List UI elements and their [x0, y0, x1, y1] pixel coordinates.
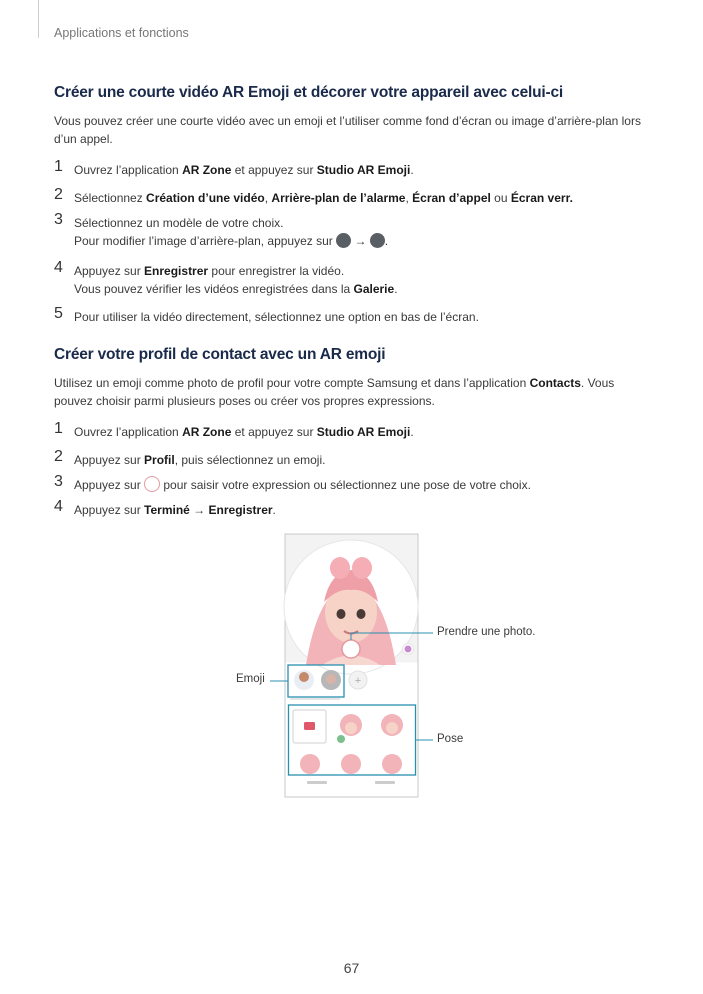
pose-thumb — [333, 749, 369, 774]
step-number: 3 — [54, 473, 63, 490]
done-button — [375, 781, 395, 784]
pose-thumb — [374, 749, 410, 774]
step-4: 4 Appuyez sur Terminé → Enregistrer. — [54, 498, 276, 517]
step-1: 1 Ouvrez l’application AR Zone et appuyez sur Studio AR Emoji. — [54, 158, 414, 177]
callout-pose-label: Pose — [437, 733, 464, 745]
margin-rule — [38, 0, 39, 38]
callout-emoji-label: Emoji — [236, 673, 265, 685]
step-number: 2 — [54, 448, 63, 465]
step-number: 4 — [54, 498, 63, 515]
page-number: 67 — [343, 960, 360, 976]
section-intro-ar-video: Vous pouvez créer une courte vidéo avec un emoji et l’utiliser comme fond d’écran ou image d’arrière-plan lors d’un appel. — [54, 114, 641, 146]
profile-figure — [0, 530, 703, 810]
color-swatch — [405, 646, 412, 653]
step-4: 4 Appuyez sur Enregistrer pour enregistrer la vidéo. Vous pouvez vérifier les vidéos enregistrées dans la Galerie. — [54, 259, 398, 296]
step-2: 2 Appuyez sur Profil, puis sélectionnez un emoji. — [54, 448, 326, 467]
step-number: 2 — [54, 186, 63, 203]
step-number: 5 — [54, 305, 63, 322]
edit-background-icon — [336, 233, 351, 248]
section-title-ar-video: Créer une courte vidéo AR Emoji et décorer votre appareil avec celui-ci — [54, 84, 563, 101]
step-5: 5 Pour utiliser la vidéo directement, sélectionnez une option en bas de l’écran. — [54, 305, 479, 324]
section-title-contact-profile: Créer votre profil de contact avec un AR emoji — [54, 346, 386, 363]
step-number: 1 — [54, 420, 63, 437]
step-3: 3 Appuyez sur pour saisir votre expression ou sélectionnez une pose de votre choix. — [54, 473, 531, 492]
step-3: 3 Sélectionnez un modèle de votre choix. Pour modifier l’image d’arrière-plan, appuyez sur → . — [54, 211, 389, 248]
cancel-button — [307, 781, 327, 784]
callout-photo-label: Prendre une photo. — [437, 626, 536, 638]
pose-thumb — [333, 709, 369, 744]
video-icon — [304, 722, 315, 730]
step-number: 1 — [54, 158, 63, 175]
step-2: 2 Sélectionnez Création d’une vidéo, Arrière-plan de l’alarme, Écran d’appel ou Écran verr. — [54, 186, 573, 205]
step-number: 4 — [54, 259, 63, 276]
capture-expression-icon — [144, 476, 160, 492]
pose-thumb — [292, 749, 328, 774]
section-intro-contact-profile: Utilisez un emoji comme photo de profil pour votre compte Samsung et dans l’application Contacts. Vous pouvez choisir parmi plusieurs poses ou créer vos propres expressions. — [54, 376, 615, 408]
shutter-button — [342, 640, 360, 658]
svg-text:+: + — [354, 675, 362, 687]
step-number: 3 — [54, 211, 63, 228]
step-1: 1 Ouvrez l’application AR Zone et appuyez sur Studio AR Emoji. — [54, 420, 414, 439]
running-header: Applications et fonctions — [54, 26, 189, 40]
gallery-icon — [370, 233, 385, 248]
pose-thumb — [374, 709, 410, 744]
